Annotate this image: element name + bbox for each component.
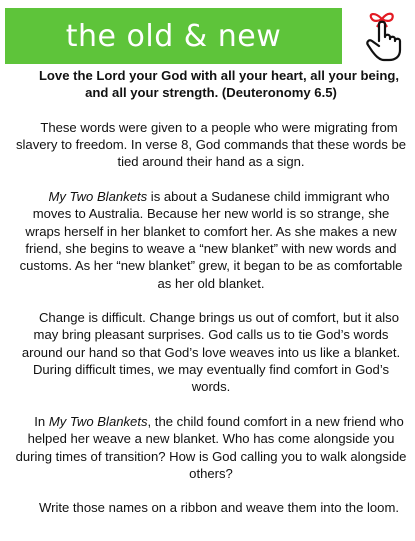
book-title: My Two Blankets	[48, 413, 148, 429]
title-banner	[5, 8, 342, 64]
paragraph-2-text: is about a Sudanese child immigrant who moves to Australia. Because her new world is so strange, she wraps herself in her blanket to comfort her. As she makes a new friend, she begins to weave a “new blanket” with new words and customs. As her “new blanket” grew, it began to be as comfortable as her old blanket.	[19, 189, 403, 291]
book-title: My Two Blankets	[48, 189, 148, 205]
scripture-verse: Love the Lord your God with all your heart, all your being, and all your strength. (Deuteronomy 6.5)	[38, 68, 400, 101]
paragraph-1: These words were given to a people who were migrating from slavery to freedom. In verse 8, God commands that these words be tied around their hand as a sign.	[15, 119, 407, 170]
paragraph-2	[14, 188, 408, 292]
page-title: the old & new	[65, 18, 282, 54]
paragraph-4-lead: In	[34, 413, 49, 429]
ribbon-finger-hand-icon	[362, 8, 406, 62]
paragraph-3: Change is difficult. Change brings us out of comfort, but it also may bring pleasant surprises. God calls us to tie God’s words around our hand so that God’s love weaves into us like a blanket. During difficult times, we may eventually find comfort in God’s words.	[21, 310, 401, 395]
devotional-body	[14, 67, 408, 517]
paragraph-5: Write those names on a ribbon and weave them into the loom.	[38, 500, 400, 516]
paragraph-4	[14, 413, 408, 482]
paragraph-4-text: , the child found comfort in a new friend who helped her weave a new blanket. Who has come alongside you during times of transition? How is God calling you to walk alongside others?	[15, 413, 407, 481]
